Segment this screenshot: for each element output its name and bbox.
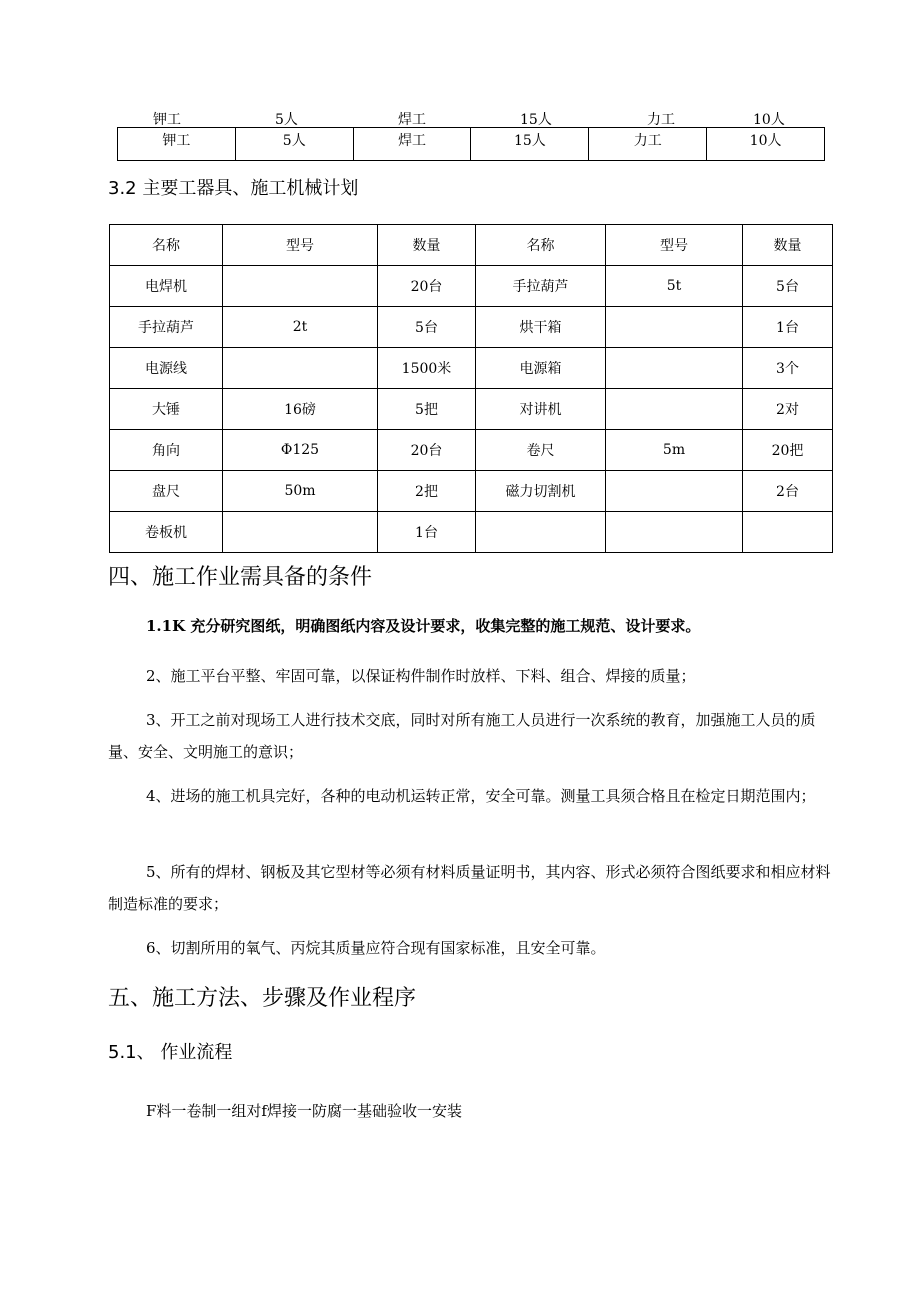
section-4-title: 四、施工作业需具备的条件 [108,565,373,590]
table-cell: 5人 [235,128,353,161]
table-row [110,471,833,512]
workflow-text: F料一卷制一组对f焊接一防腐一基础验收一安装 [146,1102,462,1120]
table-row [110,348,833,389]
condition-item: 3、开工之前对现场工人进行技术交底，同时对所有施工人员进行一次系统的教育，加强施工人员的质量、安全、文明施工的意识； [108,711,816,761]
table-cell [476,512,606,553]
table-cell: 卷尺 [476,430,606,471]
bare-cell: 5人 [275,112,298,128]
table-cell [223,266,378,307]
table-cell: 5把 [378,389,476,430]
table-cell: 2对 [743,389,833,430]
table-cell: 50m [223,471,378,512]
table-cell [606,348,743,389]
table-header-row [110,225,833,266]
table-cell: 烘干箱 [476,307,606,348]
condition-item: 2、施工平台平整、牢固可靠，以保证构件制作时放样、下料、组合、焊接的质量； [146,667,696,685]
table-cell: 5台 [743,266,833,307]
table-cell: 手拉葫芦 [476,266,606,307]
header-cell: 型号 [223,225,378,266]
table-cell: 20台 [378,430,476,471]
table-cell [606,389,743,430]
header-cell: 型号 [606,225,743,266]
table-cell [743,512,833,553]
condition-item: 6、切割所用的氧气、丙烷其质量应符合现有国家标准，且安全可靠。 [146,939,606,957]
table-cell: 15人 [471,128,589,161]
table-cell: 手拉葫芦 [110,307,223,348]
table-cell [223,512,378,553]
table-cell: 10人 [707,128,825,161]
condition-item: 1.1K 充分研究图纸，明确图纸内容及设计要求，收集完整的施工规范、设计要求。 [146,617,701,635]
section-5-title: 五、施工方法、步骤及作业程序 [108,986,417,1011]
table-cell: 16磅 [223,389,378,430]
table-row [110,266,833,307]
table-cell: 5m [606,430,743,471]
table-cell: 卷板机 [110,512,223,553]
header-cell: 名称 [476,225,606,266]
table-cell: 20把 [743,430,833,471]
table-cell: 盘尺 [110,471,223,512]
table-cell: 力工 [589,128,707,161]
table-row [110,512,833,553]
section-3-2-title: 3.2 主要工器具、施工机械计划 [108,178,359,199]
table-row [110,430,833,471]
bare-cell: 10人 [753,112,785,128]
header-cell: 数量 [378,225,476,266]
table-cell: 2台 [743,471,833,512]
table-cell [606,471,743,512]
table-cell: 电源线 [110,348,223,389]
table-cell: 20台 [378,266,476,307]
table-cell [606,307,743,348]
tools-table [109,224,833,553]
table-cell [606,512,743,553]
section-5-1-title: 5.1、 作业流程 [108,1042,233,1063]
table-cell: 1台 [378,512,476,553]
table-cell: 3个 [743,348,833,389]
table-row [110,389,833,430]
table-cell: 1500米 [378,348,476,389]
header-cell: 名称 [110,225,223,266]
condition-item: 5、所有的焊材、钢板及其它型材等必须有材料质量证明书，其内容、形式必须符合图纸要求和相应材料制造标准的要求； [108,863,831,913]
bare-cell: 15人 [520,112,552,128]
bare-cell: 焊工 [398,112,426,128]
table-cell: 2t [223,307,378,348]
condition-item: 4、进场的施工机具完好，各种的电动机运转正常，安全可靠。测量工具须合格且在检定日期范围内； [146,787,816,805]
bare-cell: 钾工 [153,112,181,128]
table-cell: 5t [606,266,743,307]
table-cell: 电焊机 [110,266,223,307]
table-cell: 对讲机 [476,389,606,430]
table-cell: 电源箱 [476,348,606,389]
table-row [118,128,825,161]
header-cell: 数量 [743,225,833,266]
table-cell: 磁力切割机 [476,471,606,512]
table-cell [223,348,378,389]
table-cell: 1台 [743,307,833,348]
table-cell: 焊工 [353,128,471,161]
table-cell: 角向 [110,430,223,471]
table-cell: 2把 [378,471,476,512]
table-cell: 钾工 [118,128,236,161]
table-row [110,307,833,348]
bare-cell: 力工 [647,112,675,128]
table-cell: 5台 [378,307,476,348]
staff-table [117,127,825,161]
table-cell: Φ125 [223,430,378,471]
table-cell: 大锤 [110,389,223,430]
